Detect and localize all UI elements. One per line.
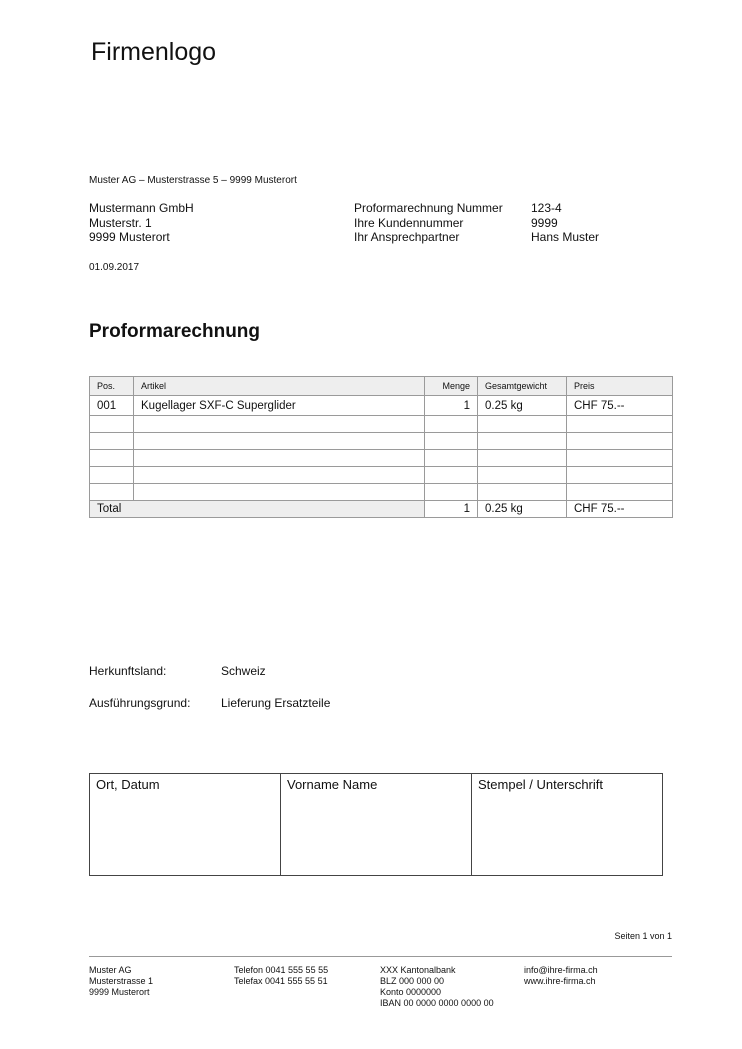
footer-line: Telefon 0041 555 55 55	[234, 965, 329, 975]
meta-row-contact	[354, 230, 599, 245]
table-row	[90, 396, 673, 416]
signature-table	[89, 773, 663, 876]
meta-value: Hans Muster	[531, 230, 600, 244]
signature-stamp: Stempel / Unterschrift	[472, 774, 663, 876]
recipient-line: Mustermann GmbH	[89, 201, 194, 215]
table-row-empty	[90, 467, 673, 484]
meta-row-number	[354, 201, 599, 216]
reason-label: Ausführungsgrund:	[89, 696, 191, 710]
cell-menge: 1	[425, 396, 478, 416]
footer-line: 9999 Musterort	[89, 987, 150, 997]
table-row-empty	[90, 433, 673, 450]
table-total-row	[90, 501, 673, 518]
footer-line: IBAN 00 0000 0000 0000 00	[380, 998, 494, 1008]
invoice-date: 01.09.2017	[89, 262, 140, 273]
reason-row	[89, 696, 330, 710]
signature-place-date: Ort, Datum	[90, 774, 281, 876]
footer-line: XXX Kantonalbank	[380, 965, 456, 975]
footer-divider	[89, 956, 672, 957]
header-artikel: Artikel	[134, 377, 425, 396]
footer-line: Konto 0000000	[380, 987, 442, 997]
invoice-meta	[354, 201, 599, 245]
reason-value: Lieferung Ersatzteile	[221, 696, 331, 710]
meta-value: 123-4	[531, 201, 562, 215]
footer-website: www.ihre-firma.ch	[524, 976, 596, 986]
cell-gewicht: 0.25 kg	[478, 396, 567, 416]
footer-line: BLZ 000 000 00	[380, 976, 445, 986]
table-row-empty	[90, 484, 673, 501]
recipient-address	[89, 201, 194, 245]
items-table	[89, 376, 673, 518]
sender-line: Muster AG – Musterstrasse 5 – 9999 Musterort	[89, 175, 297, 186]
meta-row-customer	[354, 216, 599, 231]
origin-value: Schweiz	[221, 664, 266, 678]
header-preis: Preis	[567, 377, 673, 396]
total-preis: CHF 75.--	[567, 501, 673, 518]
footer-line: Telefax 0041 555 55 51	[234, 976, 328, 986]
cell-preis: CHF 75.--	[567, 396, 673, 416]
signature-name: Vorname Name	[281, 774, 472, 876]
meta-value: 9999	[531, 215, 558, 230]
total-gewicht: 0.25 kg	[478, 501, 567, 518]
page-number: Seiten 1 von 1	[614, 931, 672, 941]
company-logo: Firmenlogo	[91, 38, 217, 66]
footer-bank	[380, 965, 494, 1009]
recipient-line: 9999 Musterort	[89, 230, 170, 244]
meta-label: Proformarechnung Nummer	[354, 201, 503, 215]
footer-company	[89, 965, 153, 998]
header-pos: Pos.	[90, 377, 134, 396]
header-gewicht: Gesamtgewicht	[478, 377, 567, 396]
header-menge: Menge	[425, 377, 478, 396]
recipient-line: Musterstr. 1	[89, 215, 152, 230]
footer-phone	[234, 965, 328, 987]
table-row-empty	[90, 416, 673, 433]
total-menge: 1	[425, 501, 478, 518]
meta-label: Ihr Ansprechpartner	[354, 230, 460, 244]
footer-contact	[524, 965, 598, 987]
document-title: Proformarechnung	[89, 321, 261, 342]
footer-email: info@ihre-firma.ch	[524, 965, 598, 975]
meta-label: Ihre Kundennummer	[354, 215, 464, 230]
table-row-empty	[90, 450, 673, 467]
origin-label: Herkunftsland:	[89, 664, 167, 678]
footer-line: Muster AG	[89, 965, 132, 975]
cell-pos: 001	[90, 396, 134, 416]
footer-line: Musterstrasse 1	[89, 976, 154, 986]
table-header-row	[90, 377, 673, 396]
total-label: Total	[90, 501, 425, 518]
origin-row	[89, 664, 266, 678]
cell-artikel: Kugellager SXF-C Superglider	[134, 396, 425, 416]
